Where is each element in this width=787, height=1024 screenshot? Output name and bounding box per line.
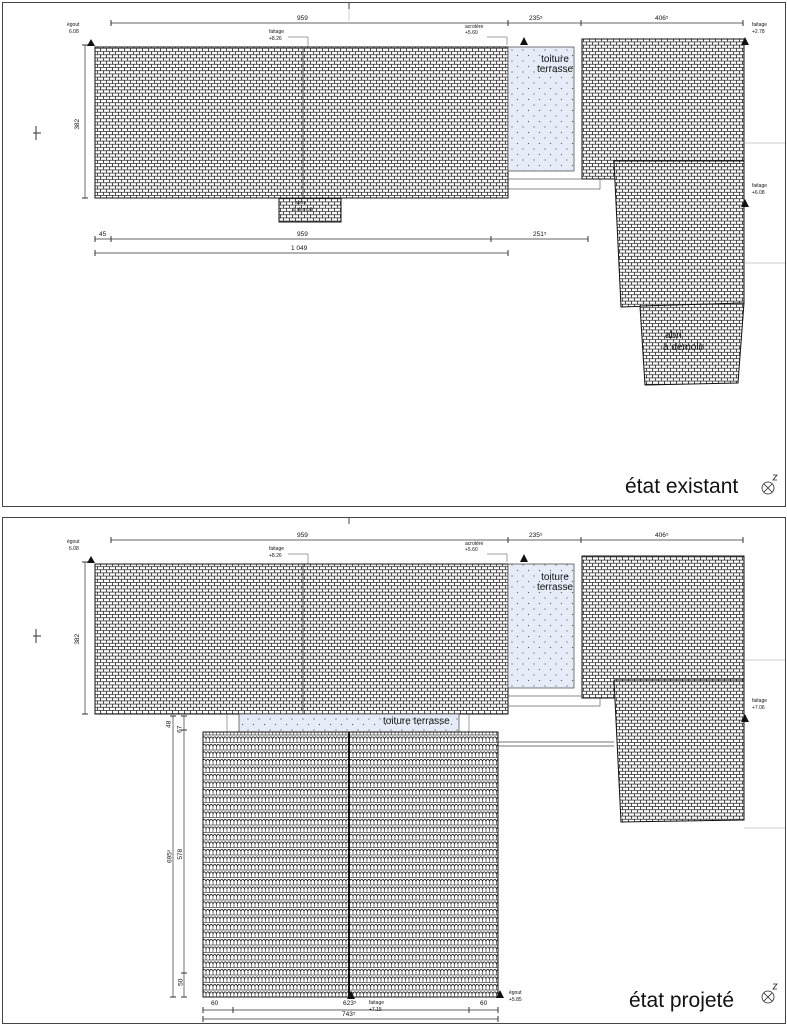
dim-top-mid: 235⁵ <box>529 532 543 539</box>
title-projected: état projeté <box>629 989 735 1012</box>
dim-bottom-total: 1 049 <box>291 245 308 252</box>
dim-left-height: 382 <box>74 633 82 645</box>
faitage-new-label: faitage <box>369 1000 385 1006</box>
acrotere-value: +5.60 <box>465 547 478 553</box>
dim-top-right: 406⁵ <box>655 15 669 22</box>
egout-new-value: +5.85 <box>509 997 522 1003</box>
egout-label: égout <box>67 539 80 545</box>
faitage-wing-value: +7.06 <box>752 705 765 711</box>
dim-top-left: 959 <box>297 15 308 22</box>
terrace-label: toiture terrasse <box>536 54 574 75</box>
dim-top-mid: 235⁵ <box>529 15 543 22</box>
egout-value: 6.08 <box>69 29 79 35</box>
faitage-wing-label: faitage <box>752 183 768 189</box>
dim-top-left: 959 <box>297 532 308 539</box>
egout-value: 6.08 <box>69 546 79 552</box>
faitage-right-value: +2.78 <box>752 29 765 35</box>
acrotere-label: acrotère <box>465 541 484 547</box>
dim-bottom-60-left: 60 <box>211 1000 219 1007</box>
dim-bottom-251: 251⁵ <box>533 231 547 238</box>
dim-left-578: 578 <box>177 848 185 860</box>
projected-plan <box>3 518 785 1023</box>
dim-bottom-total: 743⁵ <box>342 1011 356 1018</box>
faitage-main-label: faitage <box>269 29 285 35</box>
acrotere-label: acrotère <box>465 24 484 30</box>
acrotere-value: +5.60 <box>465 30 478 36</box>
faitage-right-label: faitage <box>752 22 768 28</box>
dim-left-50: 50 <box>177 978 185 986</box>
faitage-main-value: +8.26 <box>269 553 282 559</box>
dim-bottom-623: 623⁵ <box>343 1000 357 1007</box>
panel-existing <box>2 2 786 507</box>
dim-left-total: 695⁵ <box>166 849 174 864</box>
panel-projected <box>2 517 786 1024</box>
faitage-new-value: +7.15 <box>369 1007 382 1013</box>
egout-label: égout <box>67 22 80 28</box>
dim-gap-48: 48 <box>165 720 173 728</box>
abri-label-2: à démolir <box>663 342 705 353</box>
faitage-wing-value: +6.08 <box>752 190 765 196</box>
dim-top-right: 406⁵ <box>655 532 669 539</box>
dim-bottom-45: 45 <box>99 231 107 238</box>
dim-bottom-959: 959 <box>297 231 308 238</box>
dim-bottom-60-right: 60 <box>480 1000 488 1007</box>
terrace-new-label: toiture terrasse <box>383 716 450 727</box>
abri-label: abri <box>665 330 682 341</box>
faitage-main-label: faitage <box>269 546 285 552</box>
title-existing: état existant <box>625 475 739 498</box>
dim-left-height: 382 <box>74 118 82 130</box>
abris-label: abris <box>295 200 306 206</box>
egout-new-label: égout <box>509 990 522 996</box>
faitage-wing-label: faitage <box>752 698 768 704</box>
dim-gap-67: 67 <box>176 725 184 733</box>
existing-plan <box>3 3 785 506</box>
terrace-label: toiture terrasse <box>536 572 574 593</box>
faitage-main-value: +8.26 <box>269 36 282 42</box>
abris-label-2: à démolir <box>293 207 314 213</box>
